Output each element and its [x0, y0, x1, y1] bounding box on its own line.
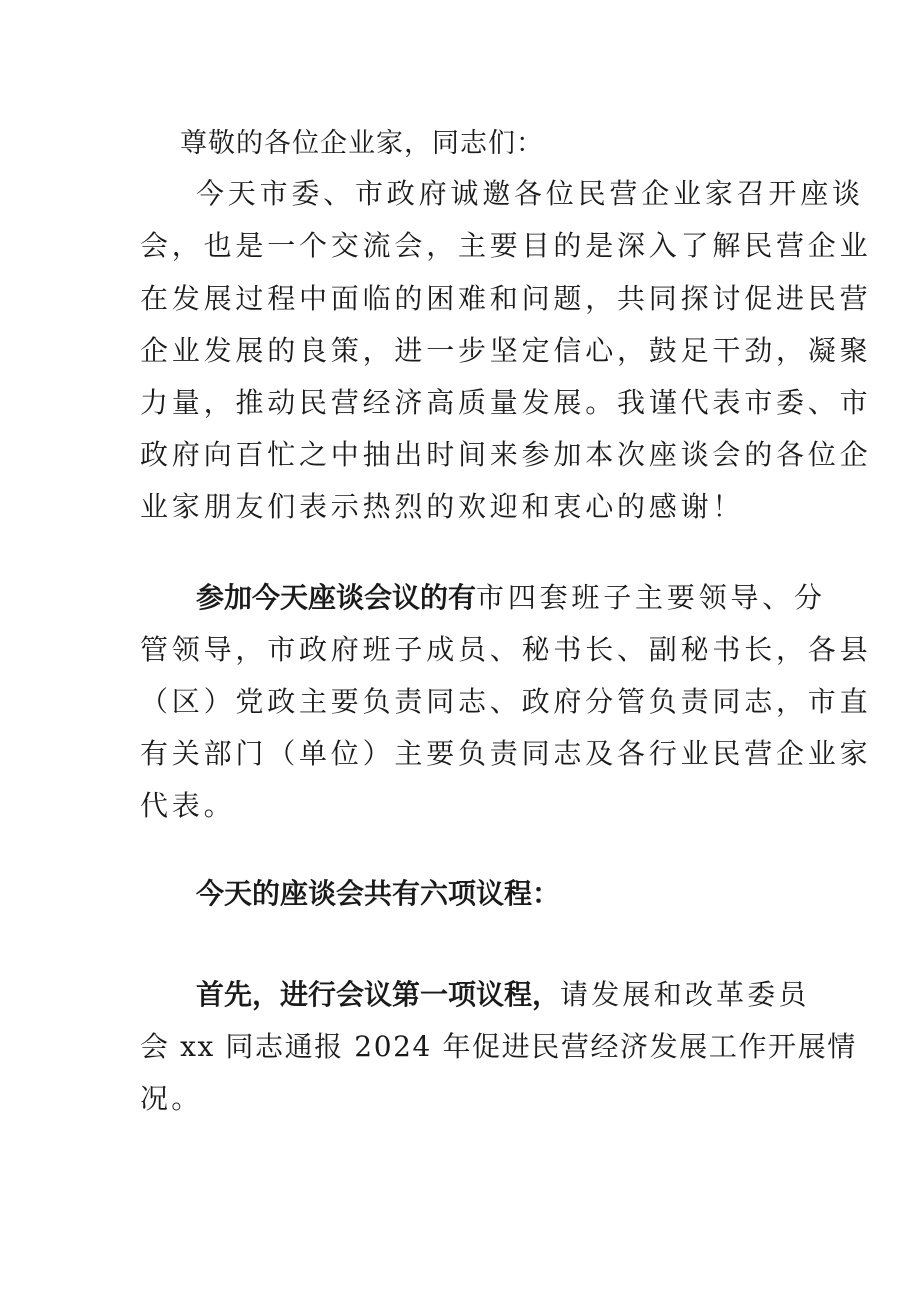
- paragraph2-line1: [140, 580, 826, 616]
- paragraph4-line2: 会 xx 同志通报 2024 年促进民营经济发展工作开展情: [140, 1030, 857, 1063]
- agenda-heading: 今天的座谈会共有六项议程：: [196, 877, 561, 910]
- paragraph2-line1-rest: 市四套班子主要领导、分: [476, 581, 826, 614]
- paragraph4-line3: 况。: [140, 1082, 203, 1115]
- paragraph1-line5: 力量，推动民营经济高质量发展。我谨代表市委、市: [140, 386, 872, 419]
- paragraph1-line6: 政府向百忙之中抽出时间来参加本次座谈会的各位企: [140, 438, 872, 471]
- paragraph2-line5: 代表。: [140, 789, 236, 822]
- paragraph1-line3: 在发展过程中面临的困难和问题，共同探讨促进民营: [140, 282, 872, 315]
- paragraph1-line7: 业家朋友们表示热烈的欢迎和衷心的感谢！: [140, 490, 745, 523]
- paragraph4-lead: 首先，进行会议第一项议程，: [196, 978, 561, 1011]
- paragraph2-line2: 管领导，市政府班子成员、秘书长、副秘书长，各县: [140, 633, 872, 666]
- paragraph1-line2: 会，也是一个交流会，主要目的是深入了解民营企业: [140, 229, 872, 262]
- greeting: 尊敬的各位企业家，同志们：: [180, 128, 544, 159]
- paragraph2-line3: （区）党政主要负责同志、政府分管负责同志，市直: [140, 685, 872, 718]
- paragraph4-line1: [140, 977, 810, 1013]
- paragraph4-line1-rest: 请发展和改革委员: [560, 978, 810, 1011]
- paragraph3-line1: [140, 876, 560, 912]
- paragraph1-line4: 企业发展的良策，进一步坚定信心，鼓足干劲，凝聚: [140, 334, 872, 367]
- paragraph2-line4: 有关部门（单位）主要负责同志及各行业民营企业家: [140, 737, 872, 770]
- paragraph1-line1: 今天市委、市政府诚邀各位民营企业家召开座谈: [196, 177, 864, 210]
- paragraph2-lead: 参加今天座谈会议的有: [196, 581, 477, 614]
